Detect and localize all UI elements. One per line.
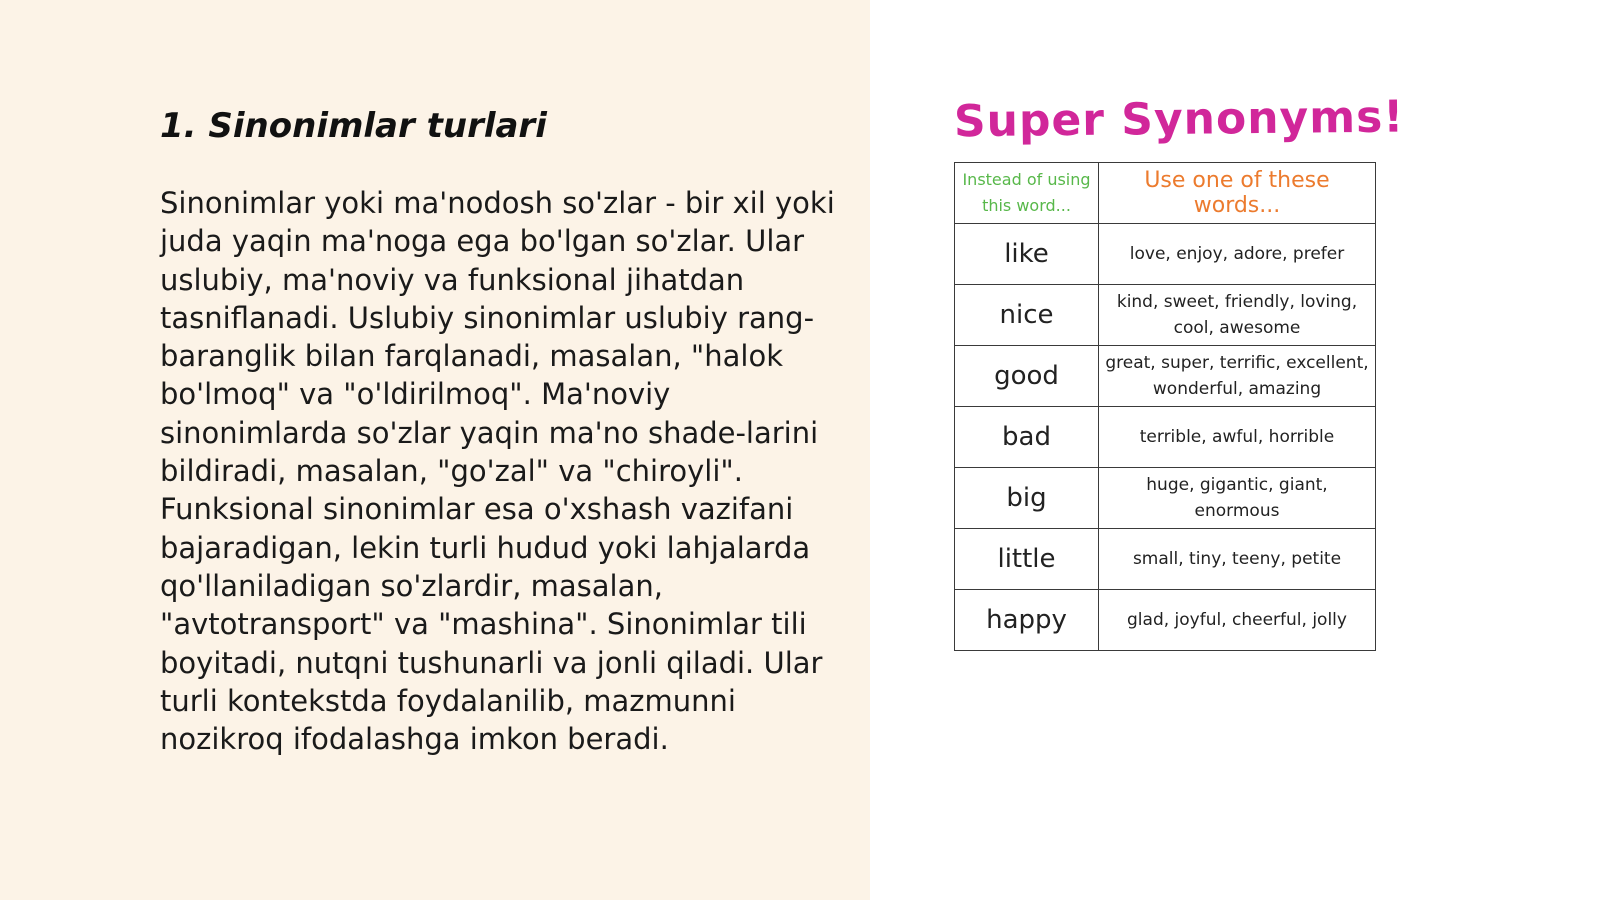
table-row [955, 590, 1376, 651]
synonyms-cell: great, super, terrific, excellent, wonderful, amazing [1099, 346, 1376, 407]
synonyms-cell: kind, sweet, friendly, loving, cool, awesome [1099, 285, 1376, 346]
header-use-words: Use one of these words... [1099, 163, 1376, 224]
word-cell: like [955, 224, 1099, 285]
header-instead-of: Instead of using this word... [955, 163, 1099, 224]
word-cell: nice [955, 285, 1099, 346]
table-header-row [955, 163, 1376, 224]
table-row [955, 407, 1376, 468]
synonyms-cell: glad, joyful, cheerful, jolly [1099, 590, 1376, 651]
table-row [955, 529, 1376, 590]
synonyms-cell: huge, gigantic, giant, enormous [1099, 468, 1376, 529]
word-cell: little [955, 529, 1099, 590]
synonyms-cell: love, enjoy, adore, prefer [1099, 224, 1376, 285]
slide-paragraph: Sinonimlar yoki ma'nodosh so'zlar - bir xil yoki juda yaqin ma'noga ega bo'lgan so'zlar. Ular uslubiy, ma'noviy va funksional jihatdan tasniflanadi. Uslubiy sinonimlar uslubiy rang-baranglik bilan farqlanadi, masalan, "halok bo'lmoq" va "o'ldirilmoq". Ma'noviy sinonimlarda so'zlar yaqin ma'no shade-larini bildiradi, masalan, "go'zal" va "chiroyli". Funksional sinonimlar esa o'xshash vazifani bajaradigan, lekin turli hudud yoki lahjalarda qo'llaniladigan so'zlardir, masalan, "avtotransport" va "mashina". Sinonimlar tili boyitadi, nutqni tushunarli va jonli qiladi. Ular turli kontekstda foydalanilib, mazmunni nozikroq ifodalashga imkon beradi. [160, 186, 835, 757]
word-cell: happy [955, 590, 1099, 651]
slide-heading: 1. Sinonimlar turlari [160, 106, 547, 146]
table-row [955, 468, 1376, 529]
table-row [955, 346, 1376, 407]
table-row [955, 285, 1376, 346]
word-cell: big [955, 468, 1099, 529]
synonyms-cell: terrible, awful, horrible [1099, 407, 1376, 468]
synonyms-table [954, 162, 1376, 651]
word-cell: bad [955, 407, 1099, 468]
poster-title: Super Synonyms! [953, 91, 1405, 148]
synonyms-cell: small, tiny, teeny, petite [1099, 529, 1376, 590]
table-row [955, 224, 1376, 285]
word-cell: good [955, 346, 1099, 407]
